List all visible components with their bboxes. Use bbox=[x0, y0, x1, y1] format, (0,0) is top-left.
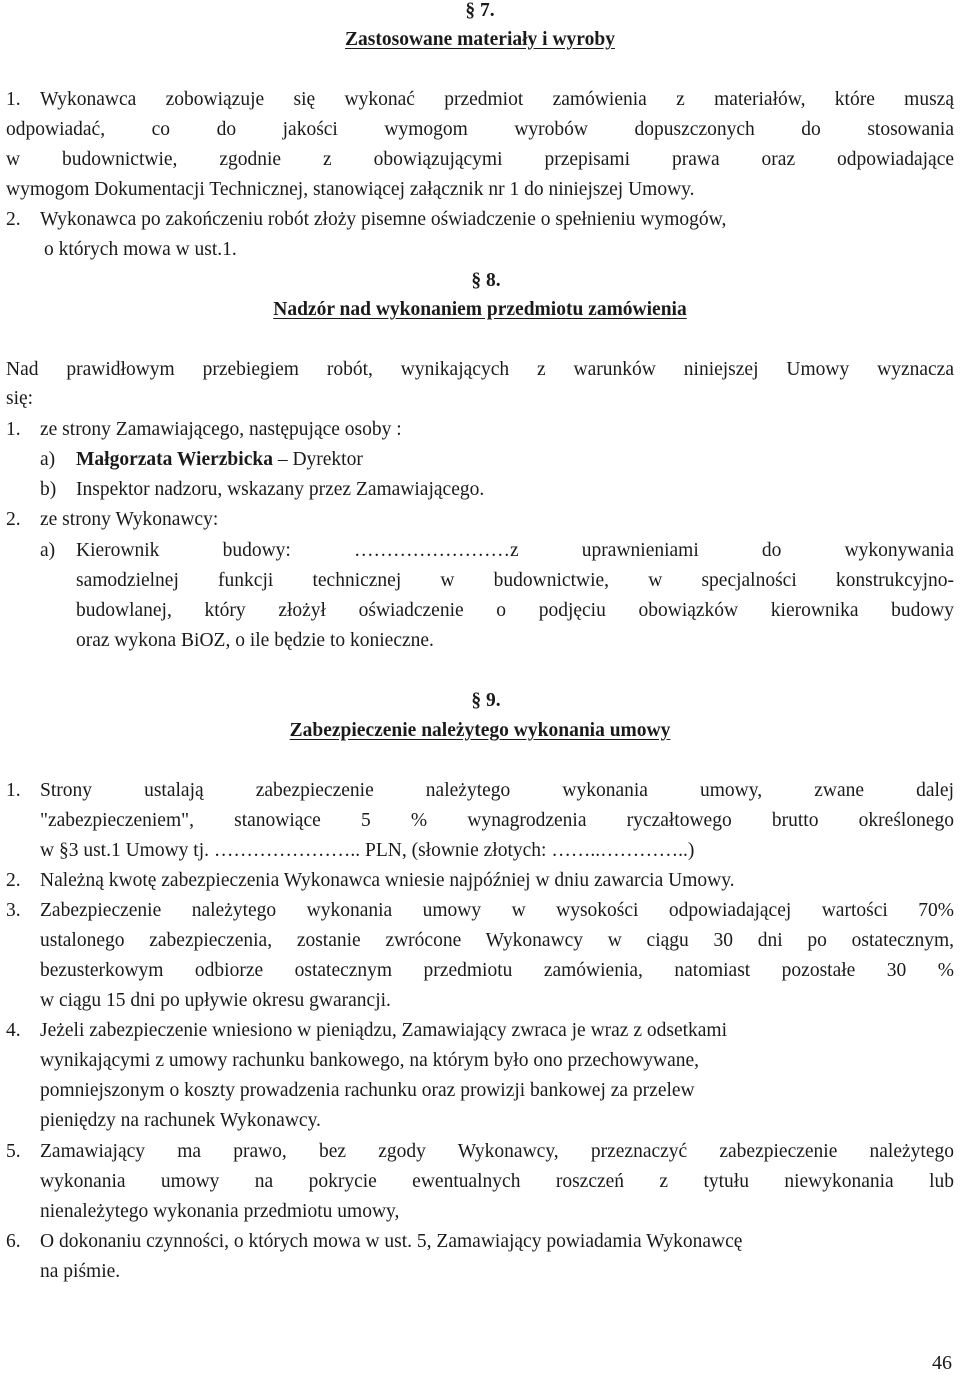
s8-intro-line: Nad prawidłowym przebiegiem robót, wynikających z warunków niniejszej Umowy wyznacza bbox=[6, 359, 954, 380]
s9-item-3-line: Zabezpieczenie należytego wykonania umowy w wysokości odpowiadającej wartości 70% bbox=[40, 900, 954, 921]
s9-item-6-number: 6. bbox=[6, 1231, 21, 1252]
s9-item-3-line: w ciągu 15 dni po upływie okresu gwarancji. bbox=[40, 990, 391, 1011]
s9-item-4-line: pomniejszonym o koszty prowadzenia rachunku oraz prowizji bankowej za przelew bbox=[40, 1080, 695, 1101]
s9-item-6-line: na piśmie. bbox=[40, 1261, 121, 1282]
s9-item-6-line: O dokonaniu czynności, o których mowa w ust. 5, Zamawiający powiadamia Wykonawcę bbox=[40, 1231, 743, 1252]
s8-sub-c-line: Kierownik budowy: ……………………z uprawnieniami do wykonywania bbox=[76, 540, 954, 561]
s8-sub-c-line: samodzielnej funkcji technicznej w budownictwie, w specjalności konstrukcyjno- bbox=[76, 570, 954, 591]
s9-item-4-line: wynikającymi z umowy rachunku bankowego, na którym było ono przechowywane, bbox=[40, 1050, 700, 1071]
s9-item-2-line: Należną kwotę zabezpieczenia Wykonawca wniesie najpóźniej w dniu zawarcia Umowy. bbox=[40, 870, 735, 891]
s8-item-1-text: ze strony Zamawiającego, następujące osoby : bbox=[40, 419, 402, 440]
s7-item-2-line: Wykonawca po zakończeniu robót złoży pisemne oświadczenie o spełnieniu wymogów, bbox=[40, 209, 727, 230]
director-role: – Dyrektor bbox=[272, 449, 363, 470]
s9-item-3-line: bezusterkowym odbiorze ostatecznym przedmiotu zamówienia, natomiast pozostałe 30 % bbox=[40, 960, 954, 981]
section-9-number: § 9. bbox=[471, 690, 501, 711]
s8-sub-a-text bbox=[76, 445, 363, 475]
s9-item-1-line: w §3 ust.1 Umowy tj. ………………….. PLN, (słownie złotych: ……..…………..) bbox=[40, 840, 695, 861]
section-8-number: § 8. bbox=[471, 270, 501, 291]
section-8-title: Nadzór nad wykonaniem przedmiotu zamówienia bbox=[273, 299, 687, 320]
s8-item-1-number: 1. bbox=[6, 419, 21, 440]
section-7-number: § 7. bbox=[465, 0, 495, 21]
s8-sub-c-line: budowlanej, który złożył oświadczenie o podjęciu obowiązków kierownika budowy bbox=[76, 600, 954, 621]
s7-item-2-number: 2. bbox=[6, 209, 21, 230]
s8-item-2-number: 2. bbox=[6, 509, 21, 530]
s9-item-5-line: Zamawiający ma prawo, bez zgody Wykonawcy, przeznaczyć zabezpieczenie należytego bbox=[40, 1141, 954, 1162]
s9-item-2-number: 2. bbox=[6, 870, 21, 891]
s9-item-5-number: 5. bbox=[6, 1141, 21, 1162]
s8-sub-b-label: b) bbox=[40, 479, 57, 500]
page-number: 46 bbox=[932, 1352, 952, 1374]
s8-sub-b-text: Inspektor nadzoru, wskazany przez Zamawiającego. bbox=[76, 479, 485, 500]
s9-item-3-line: ustalonego zabezpieczenia, zostanie zwrócone Wykonawcy w ciągu 30 dni po ostatecznym, bbox=[40, 930, 954, 951]
s7-item-1-line: odpowiadać, co do jakości wymogom wyrobów dopuszczonych do stosowania bbox=[6, 119, 954, 140]
s8-item-2-text: ze strony Wykonawcy: bbox=[40, 509, 219, 530]
director-name: Małgorzata Wierzbicka bbox=[76, 449, 273, 470]
s9-item-4-line: pieniędzy na rachunek Wykonawcy. bbox=[40, 1110, 321, 1131]
s7-item-1-number: 1. bbox=[6, 89, 21, 110]
s9-item-5-line: nienależytego wykonania przedmiotu umowy, bbox=[40, 1201, 400, 1222]
s7-item-1-line: Wykonawca zobowiązuje się wykonać przedmiot zamówienia z materiałów, które muszą bbox=[40, 89, 954, 110]
s9-item-1-line: "zabezpieczeniem", stanowiące 5 % wynagrodzenia ryczałtowego brutto określonego bbox=[40, 810, 954, 831]
s9-item-4-line: Jeżeli zabezpieczenie wniesiono w pieniądzu, Zamawiający zwraca je wraz z odsetkami bbox=[40, 1020, 728, 1041]
s7-item-1-line: w budownictwie, zgodnie z obowiązującymi przepisami prawa oraz odpowiadające bbox=[6, 149, 954, 170]
s7-item-1-line: wymogom Dokumentacji Technicznej, stanowiącej załącznik nr 1 do niniejszej Umowy. bbox=[6, 179, 695, 200]
s9-item-4-number: 4. bbox=[6, 1020, 21, 1041]
s8-sub-c-label: a) bbox=[40, 540, 56, 561]
s8-intro-line: się: bbox=[6, 388, 34, 409]
s8-sub-a-label: a) bbox=[40, 449, 56, 470]
s8-sub-c-line: oraz wykona BiOZ, o ile będzie to konieczne. bbox=[76, 630, 434, 651]
section-9-title: Zabezpieczenie należytego wykonania umowy bbox=[289, 720, 671, 741]
s9-item-5-line: wykonania umowy na pokrycie ewentualnych roszczeń z tytułu niewykonania lub bbox=[40, 1171, 954, 1192]
s9-item-1-number: 1. bbox=[6, 780, 21, 801]
s7-item-2-line: o których mowa w ust.1. bbox=[44, 239, 237, 260]
s9-item-3-number: 3. bbox=[6, 900, 21, 921]
s9-item-1-line: Strony ustalają zabezpieczenie należytego wykonania umowy, zwane dalej bbox=[40, 780, 954, 801]
section-7-title: Zastosowane materiały i wyroby bbox=[345, 29, 615, 50]
